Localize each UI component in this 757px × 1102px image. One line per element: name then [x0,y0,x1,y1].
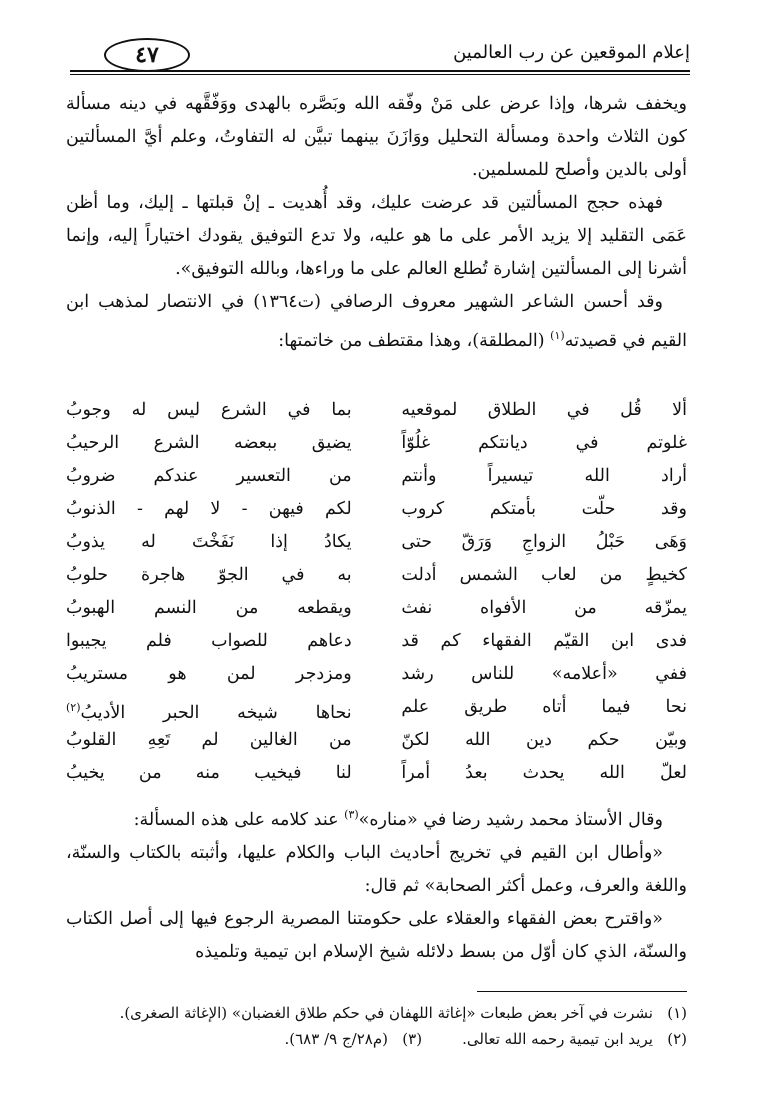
page-header [70,38,690,78]
footnotes [66,1000,687,1052]
after-poem-text [66,798,687,969]
footnote-ref-1[interactable]: (١) [550,329,565,342]
poem-verse: وقد حلّت بأمتكم كروب لكم فيهن - لا لهم - الذنوبُ [66,499,687,519]
poem-verse: أراد الله تيسيراً وأنتم من التعسير عندكم ضروبُ [66,466,687,486]
footnote-2-3: (٢) يريد ابن تيمية رحمه الله تعالى. (٣) (م٢٨/ج ٩/ ٦٨٣). [284,1030,687,1048]
page-number-badge [104,38,190,72]
poem-verse: لعلّ الله يحدث بعدُ أمراً لنا فيخيب منه من يخيبُ [66,763,687,783]
rashid-rida-line: وقال الأستاذ محمد رشيد رضا في «مناره»$^{(٣)}$ عند كلامه على هذه المسألة: [133,808,663,830]
footnote-1: (١) نشرت في آخر بعض طبعات «إغاثة اللهفان في حكم طلاق الغضبان» (الإغاثة الصغرى). [119,1004,687,1022]
page-number: ٤٧ [135,42,159,68]
header-rule [70,70,690,72]
footnote-divider [477,991,687,992]
header-rule-thin [70,74,690,75]
footnote-ref-2[interactable]: (٢) [66,701,81,714]
quote-1: «وأطال ابن القيم في تخريج أحاديث الباب والكلام عليها، وأثبته بالكتاب والسنّة، واللغة والعرف، وعمل أكثر الصحابة» ثم قال: [66,842,687,896]
paragraph-1: ويخفف شرها، وإذا عرض على مَنْ وفّقه الله وبَصَّره بالهدى ووَفّقَّهه في دينه مسألة كون الثلاث واحدة ومسألة التحليل ووَازَنَ بينهما تبيَّن له التفاوتُ، وعلم أيَّ المسألتين أولى بالدين وأصلح للمسلمين. [66,94,687,180]
paragraph-2: فهذه حجج المسألتين قد عرضت عليك، وقد أُهديت ـ إنْ قبلتها ـ إليك، وما أظن عَمَى التقليد إلا يزيد الأمر على ما هو عليه، ولا تدع التوفيق يقودك اختياراً إليه، وإنما أشرنا إلى المسألتين إشارة تُطلع العالم على ما وراءها، وبالله التوفيق». [66,193,687,279]
intro-text [66,88,687,358]
poem-verse: فدى ابن القيّم الفقهاء كم قد دعاهم للصواب فلم يجيبوا [66,631,687,651]
poem-verse: وَهَى حَبْلُ الزواجِ وَرَقّ حتى يكادُ إذا نَفَخْتَ له يذوبُ [66,532,687,552]
quote-2: «واقترح بعض الفقهاء والعقلاء على حكومتنا المصرية الرجوع فيها إلى أصل الكتاب والسنّة، الذي كان أوّل من بسط دلائله شيخ الإسلام ابن تيمية وتلميذه [66,908,687,962]
poem [66,394,687,790]
footnote-ref-3[interactable]: (٣) [344,808,359,821]
book-title: إعلام الموقعين عن رب العالمين [453,42,690,63]
poem-verse: وبيّن حكم دين الله لكنّ من الغالين لم تَعِهِ القلوبُ [66,730,687,750]
poem-verse: ففي «أعلامه» للناس رشد ومزدجر لمن هو مستريبُ [66,664,687,684]
poem-verse: ألا قُل في الطلاق لموقعيه بما في الشرع ليس له وجوبُ [66,400,687,420]
poem-verse: غلوتم في ديانتكم غلُوّاً يضيق ببعضه الشرع الرحيبُ [66,433,687,453]
poem-verse: يمزّقه من الأفواه نفث ويقطعه من النسم الهبوبُ [66,598,687,618]
poem-intro: وقد أحسن الشاعر الشهير معروف الرصافي (ت١٣٦٤) في الانتصار لمذهب ابن القيم في قصيدته$^{(١)}$ (المطلقة)، وهذا مقتطف من خاتمتها: [66,292,687,351]
poem-verse: نحا فيما أتاه طريق علم نحاها شيخه الحبر الأديبُ$^{(٢)}$ [66,697,687,723]
poem-verse: كخيطٍ من لعاب الشمس أدلت به في الجوّ هاجرة حلوبُ [66,565,687,585]
